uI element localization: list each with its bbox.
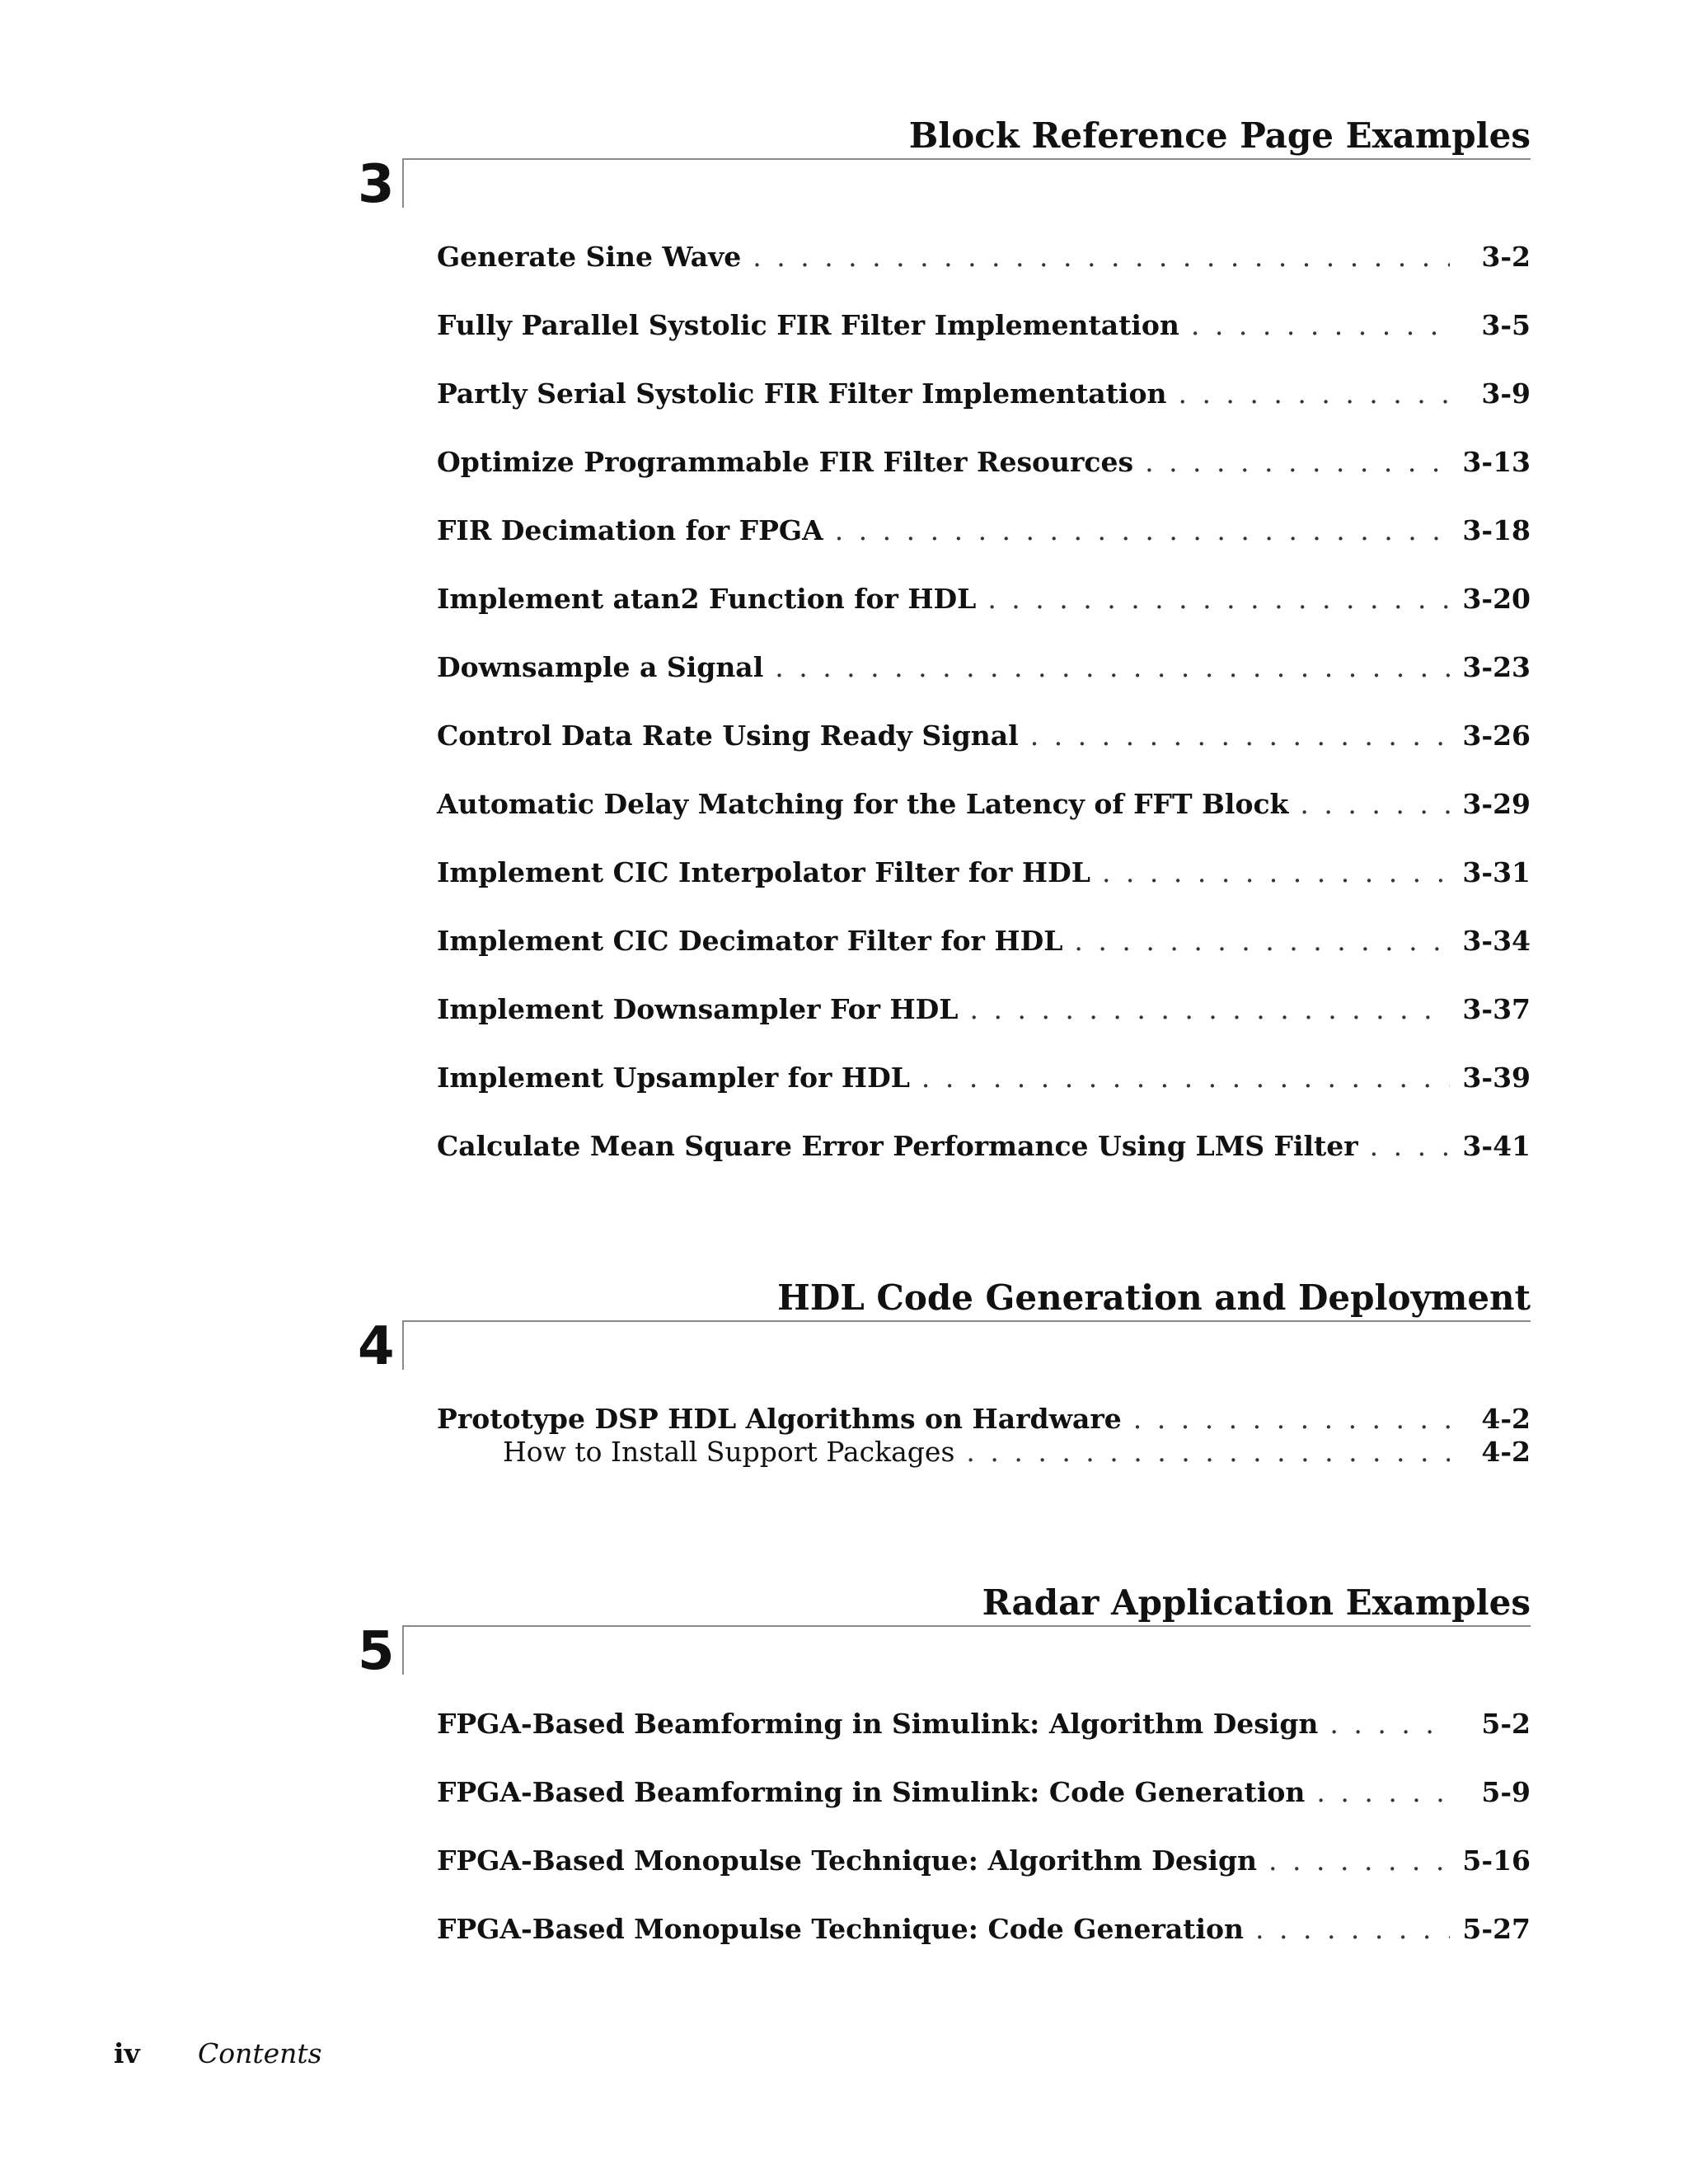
- toc-entry[interactable]: [437, 513, 1531, 549]
- toc-entry-title: Partly Serial Systolic FIR Filter Implementation: [437, 377, 1167, 410]
- toc-entry-page: 3-41: [1462, 1130, 1531, 1162]
- toc-entry-title: Implement Upsampler for HDL: [437, 1062, 910, 1094]
- footer-label: Contents: [198, 2037, 322, 2069]
- chapter-title: HDL Code Generation and Deployment: [777, 1277, 1531, 1318]
- dot-leader: [1133, 1401, 1450, 1437]
- toc-entry-title: Prototype DSP HDL Algorithms on Hardware: [437, 1403, 1122, 1435]
- chapter-rule: [402, 1625, 1531, 1627]
- toc-entry-title: Implement atan2 Function for HDL: [437, 583, 977, 615]
- page-footer: [114, 2036, 322, 2072]
- toc-entry-title: Calculate Mean Square Error Performance Using LMS Filter: [437, 1130, 1358, 1162]
- toc-entry-page: 3-34: [1462, 925, 1531, 957]
- chapter-title: Radar Application Examples: [982, 1582, 1531, 1623]
- toc-entry-title: Generate Sine Wave: [437, 241, 742, 273]
- toc-entry[interactable]: [437, 376, 1531, 412]
- toc-entry-title: Control Data Rate Using Ready Signal: [437, 719, 1019, 752]
- chapter-rule: [402, 158, 1531, 160]
- toc-entry[interactable]: [437, 1911, 1531, 1947]
- toc-entry-page: 5-16: [1462, 1844, 1531, 1877]
- toc-entry-title: FPGA-Based Beamforming in Simulink: Algorithm Design: [437, 1708, 1319, 1740]
- toc-entry-page: 5-27: [1462, 1913, 1531, 1945]
- toc-entry[interactable]: [437, 718, 1531, 754]
- toc-entry-title: Downsample a Signal: [437, 651, 764, 683]
- toc-entry-title: Implement CIC Interpolator Filter for HDL: [437, 856, 1090, 888]
- toc-entry-page: 3-20: [1462, 583, 1531, 615]
- toc-entry-page: 3-31: [1462, 856, 1531, 888]
- toc-entry-page: 3-37: [1462, 993, 1531, 1025]
- chapter-number: 4: [358, 1316, 395, 1377]
- toc-entry[interactable]: [437, 444, 1531, 480]
- chapter-title: Block Reference Page Examples: [908, 115, 1531, 156]
- chapter-rule: [402, 1320, 1531, 1322]
- dot-leader: [1370, 1128, 1450, 1165]
- dot-leader: [775, 649, 1450, 686]
- toc-subentry-page: 4-2: [1481, 1436, 1531, 1468]
- toc-entry-page: 3-5: [1481, 309, 1531, 341]
- chapter-rule-tick: [402, 158, 404, 208]
- dot-leader: [1329, 1706, 1450, 1742]
- footer-page-number: iv: [114, 2037, 140, 2069]
- dot-leader: [1178, 376, 1450, 412]
- dot-leader: [753, 239, 1450, 275]
- dot-leader: [1191, 307, 1450, 344]
- dot-leader: [1102, 855, 1450, 891]
- toc-subentry[interactable]: [437, 1434, 1531, 1470]
- toc-entry-page: 5-2: [1481, 1708, 1531, 1740]
- toc-entry-title: FIR Decimation for FPGA: [437, 514, 823, 546]
- toc-entry-page: 3-39: [1462, 1062, 1531, 1094]
- toc-entry-page: 4-2: [1481, 1403, 1531, 1435]
- toc-entry-page: 3-18: [1462, 514, 1531, 546]
- chapter-number: 3: [358, 154, 395, 215]
- chapter-number: 5: [358, 1621, 395, 1682]
- dot-leader: [970, 991, 1451, 1028]
- toc-entry-title: Automatic Delay Matching for the Latency of FFT Block: [437, 788, 1289, 820]
- toc-entry-title: FPGA-Based Beamforming in Simulink: Code Generation: [437, 1776, 1306, 1808]
- toc-entry[interactable]: [437, 1060, 1531, 1096]
- toc-entry-page: 3-13: [1462, 446, 1531, 478]
- dot-leader: [1074, 923, 1450, 959]
- dot-leader: [987, 581, 1450, 617]
- toc-entry[interactable]: [437, 1401, 1531, 1437]
- toc-entry-page: 5-9: [1481, 1776, 1531, 1808]
- dot-leader: [1268, 1843, 1450, 1879]
- dot-leader: [1145, 444, 1450, 480]
- toc-entry[interactable]: [437, 855, 1531, 891]
- toc-entry-page: 3-23: [1462, 651, 1531, 683]
- toc-subentry-title: How to Install Support Packages: [503, 1436, 955, 1468]
- toc-entry[interactable]: [437, 991, 1531, 1028]
- toc-entry[interactable]: [437, 307, 1531, 344]
- toc-entry[interactable]: [437, 1706, 1531, 1742]
- toc-entry[interactable]: [437, 649, 1531, 686]
- toc-entry-title: FPGA-Based Monopulse Technique: Algorithm Design: [437, 1844, 1258, 1877]
- dot-leader: [1300, 786, 1450, 823]
- toc-entry[interactable]: [437, 923, 1531, 959]
- toc-entry-title: Fully Parallel Systolic FIR Filter Implementation: [437, 309, 1179, 341]
- dot-leader: [1030, 718, 1450, 754]
- toc-entry[interactable]: [437, 786, 1531, 823]
- chapter-rule-tick: [402, 1320, 404, 1370]
- toc-entry[interactable]: [437, 581, 1531, 617]
- dot-leader: [1255, 1911, 1450, 1947]
- toc-entry-title: Implement CIC Decimator Filter for HDL: [437, 925, 1063, 957]
- toc-entry[interactable]: [437, 1843, 1531, 1879]
- toc-entry-title: Optimize Programmable FIR Filter Resources: [437, 446, 1134, 478]
- dot-leader: [966, 1434, 1450, 1470]
- chapter-rule-tick: [402, 1625, 404, 1675]
- toc-entry[interactable]: [437, 1774, 1531, 1811]
- dot-leader: [1316, 1774, 1450, 1811]
- toc-entry-page: 3-29: [1462, 788, 1531, 820]
- toc-entry-page: 3-2: [1481, 241, 1531, 273]
- dot-leader: [835, 513, 1450, 549]
- toc-entry-page: 3-9: [1481, 377, 1531, 410]
- dot-leader: [921, 1060, 1450, 1096]
- toc-entry-title: FPGA-Based Monopulse Technique: Code Generation: [437, 1913, 1245, 1945]
- toc-entry[interactable]: [437, 239, 1531, 275]
- toc-entry-title: Implement Downsampler For HDL: [437, 993, 959, 1025]
- toc-entry-page: 3-26: [1462, 719, 1531, 752]
- toc-entry[interactable]: [437, 1128, 1531, 1165]
